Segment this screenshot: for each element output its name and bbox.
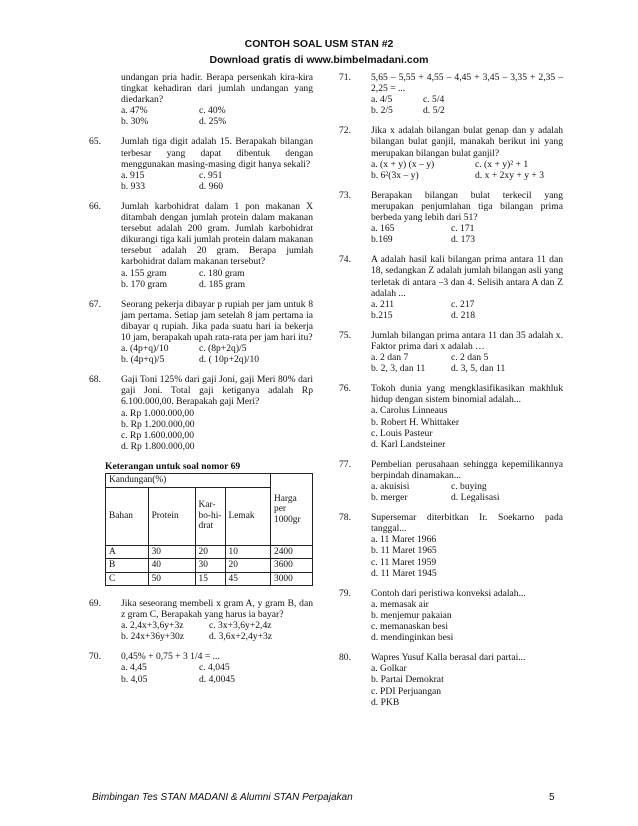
question-64-continuation <box>105 72 313 127</box>
answer-options <box>371 352 563 374</box>
question-79 <box>339 587 563 644</box>
answer-options <box>121 105 313 127</box>
option-b: b. merger <box>371 492 408 504</box>
table-header-protein: Protein <box>148 487 195 545</box>
question-number: 72. <box>339 125 351 137</box>
option-b: b.215 <box>371 309 393 321</box>
document-subtitle: Download gratis di www.bimbelmadani.com <box>209 54 429 66</box>
answer-options <box>121 620 313 642</box>
cell-bahan: A <box>106 545 149 559</box>
cell-harga: 3000 <box>271 572 313 586</box>
question-72 <box>339 125 563 181</box>
option-d: d. 173 <box>451 234 475 246</box>
question-text: Jumlah tiga digit adalah 15. Berapakah bilangan terbesar yang dapat dibentuk dengan menggunakan masing-masing digit hanya sekali? <box>121 136 313 170</box>
option-d: d. ( 10p+2q)/10 <box>199 354 260 366</box>
option-a: a. 2 dan 7 <box>371 352 409 364</box>
option-d: d. 960 <box>199 180 223 192</box>
question-71 <box>339 72 563 117</box>
option-d: d. 3, 5, dan 11 <box>451 363 506 375</box>
option-c: c. 11 Maret 1959 <box>371 556 437 568</box>
option-c: c. (8p+2q)/5 <box>199 343 247 355</box>
question-text: Jumlah karbohidrat dalam 1 pon makanan X ditambah dengan jumlah protein dalam makanan tersebut adalah 200 gram. Jumlah karbohidrat dikurangi tiga kali jumlah protein dalam makanan tersebut adalah 20 gram. Berapa jumlah karbohidrat dalam makanan tersebut? <box>121 200 313 268</box>
option-d: d. Legalisasi <box>451 492 500 504</box>
option-d: d. 5/2 <box>423 105 445 117</box>
cell-protein: 40 <box>148 559 195 573</box>
question-78 <box>339 512 563 579</box>
table-group-header: Kandungan(%) <box>106 474 271 488</box>
option-c: c. 4,045 <box>199 662 230 674</box>
option-b: b. 24x+36y+30z <box>121 631 185 643</box>
cell-bahan: C <box>106 572 149 586</box>
answer-options <box>121 268 313 290</box>
table-row <box>106 545 313 559</box>
right-column <box>339 72 563 717</box>
option-b: b. 933 <box>121 180 145 192</box>
question-number: 78. <box>339 512 351 524</box>
answer-options <box>371 299 563 321</box>
question-number: 66. <box>89 200 101 212</box>
question-text: Wapres Yusuf Kalla berasal dari partai... <box>371 652 526 664</box>
option-c: c. 40% <box>199 105 226 117</box>
option-c: c. memanaskan besi <box>371 621 448 633</box>
question-75 <box>339 329 563 375</box>
question-text: Supersemar diterbitkan Ir. Soekarno pada tanggal... <box>371 512 563 535</box>
option-d: d. PKB <box>371 696 400 708</box>
option-d: d. 218 <box>451 309 475 321</box>
question-text: Contoh dari peristiwa konveksi adalah... <box>371 587 526 599</box>
option-c: c. buying <box>451 481 487 492</box>
question-70 <box>89 651 313 685</box>
question-80 <box>339 652 563 708</box>
cell-karbohidrat: 30 <box>195 559 225 573</box>
table-row <box>106 559 313 573</box>
question-66 <box>89 200 313 290</box>
question-number: 73. <box>339 189 351 201</box>
option-b: b. Partai Demokrat <box>371 674 444 686</box>
option-d: d. 185 gram <box>199 278 246 290</box>
option-b: b. Robert H. Whittaker <box>371 416 460 428</box>
option-c: c. 2 dan 5 <box>451 352 489 364</box>
option-a: a. akuisisi <box>371 481 410 492</box>
option-b: b. menjemur pakaian <box>371 609 452 621</box>
question-number: 80. <box>339 652 351 664</box>
question-number: 74. <box>339 254 351 266</box>
option-a: a. Carolus Linneaus <box>371 405 448 417</box>
cell-protein: 30 <box>148 545 195 559</box>
option-b: b. Rp 1.200.000,00 <box>121 418 195 430</box>
answer-options <box>371 599 563 643</box>
option-b: b.169 <box>371 234 393 246</box>
option-a: a. 4/5 <box>371 94 393 106</box>
option-a: a. memasak air <box>371 598 429 610</box>
cell-karbohidrat: 15 <box>195 572 225 586</box>
question-number: 77. <box>339 458 351 470</box>
option-a: a. 47% <box>121 105 148 117</box>
option-c: c. 171 <box>451 223 475 235</box>
question-number: 79. <box>339 587 351 599</box>
question-text: undangan pria hadir. Berapa persenkah kira-kira tingkat kehadiran dari jumlah undangan yang diedarkan? <box>121 72 313 106</box>
option-d: d. mendinginkan besi <box>371 632 454 644</box>
option-d: d. Karl Landsteiner <box>371 438 446 450</box>
question-text: Gaji Toni 125% dari gaji Joni, gaji Meri 80% dari gaji Joni. Total gaji ketiganya adalah Rp 6.100.000,00. Berapakah gaji Meri? <box>121 374 313 408</box>
option-a: a. 2,4x+3,6y+3z <box>121 620 184 632</box>
answer-options <box>371 534 563 578</box>
question-text: 5,65 – 5,55 + 4,55 – 4,45 + 3,45 – 3,35 + 2,35 – 2,25 = ... <box>371 72 563 95</box>
question-number: 71. <box>339 72 351 83</box>
table-header-lemak: Lemak <box>225 487 270 545</box>
table-caption: Keterangan untuk soal nomor 69 <box>105 460 241 472</box>
question-number: 70. <box>89 651 101 663</box>
question-number: 68. <box>89 374 101 386</box>
option-b: b. 2, 3, dan 11 <box>371 363 426 375</box>
question-68 <box>89 374 313 452</box>
option-d: d. 25% <box>199 116 227 128</box>
option-c: c. PDI Perjuangan <box>371 685 442 697</box>
answer-options <box>371 663 563 707</box>
option-c: c. 951 <box>199 169 223 181</box>
cell-lemak: 20 <box>225 559 270 573</box>
question-65 <box>89 136 313 192</box>
nutrition-table <box>105 473 313 586</box>
answer-options <box>371 223 563 245</box>
answer-options <box>121 408 313 452</box>
option-a: a. 211 <box>371 298 395 310</box>
table-header-bahan: Bahan <box>106 487 149 545</box>
option-a: a. Golkar <box>371 663 407 675</box>
option-b: b. 30% <box>121 116 149 128</box>
option-a: a. (4p+q)/10 <box>121 343 169 355</box>
question-74 <box>339 254 563 321</box>
question-text: Jika seseorang membeli x gram A, y gram B, dan z gram C, Berapakah yang harus ia bayar? <box>121 598 313 621</box>
document-title: CONTOH SOAL USM STAN #2 <box>244 38 394 50</box>
option-b: b. 170 gram <box>121 278 168 290</box>
question-number: 67. <box>89 298 101 310</box>
option-c: c. Rp 1.600.000,00 <box>121 429 195 441</box>
question-text: Tokoh dunia yang mengklasifikasikan makhluk hidup dengan sistem binomial adalah... <box>371 383 563 406</box>
question-73 <box>339 189 563 246</box>
option-a: a. 155 gram <box>121 267 167 279</box>
option-a: a. 915 <box>121 169 145 181</box>
option-b: b. 4,05 <box>121 673 148 685</box>
option-a: a. 11 Maret 1966 <box>371 534 437 546</box>
question-76 <box>339 383 563 450</box>
left-column <box>89 72 313 694</box>
question-number: 76. <box>339 383 351 395</box>
answer-options <box>121 662 313 684</box>
answer-options <box>121 343 313 365</box>
footer-text: Bimbingan Tes STAN MADANI & Alumni STAN Perpajakan <box>92 792 353 803</box>
question-77 <box>339 458 563 504</box>
option-c: c. 217 <box>451 298 475 310</box>
question-number: 65. <box>89 136 101 148</box>
table-header-harga: Harga per 1000gr <box>271 474 313 546</box>
question-number: 75. <box>339 329 351 341</box>
option-d: d. 4,0045 <box>199 673 235 685</box>
answer-options <box>371 94 563 116</box>
question-text: Jumlah bilangan prima antara 11 dan 35 adalah x. Faktor prima dari x adalah … <box>371 329 563 352</box>
cell-karbohidrat: 20 <box>195 545 225 559</box>
question-text: Seorang pekerja dibayar p rupiah per jam untuk 8 jam pertama. Setiap jam setelah 8 jam pertama ia dibayar q rupiah. Jika pada suatu hari ia bekerja 10 jam, berapakah upah rata-rata per jam hari itu? <box>121 298 313 343</box>
option-c: c. 180 gram <box>199 267 245 279</box>
cell-bahan: B <box>106 559 149 573</box>
cell-lemak: 45 <box>225 572 270 586</box>
option-b: b. 2/5 <box>371 105 393 117</box>
question-67 <box>89 298 313 366</box>
answer-options <box>371 481 563 503</box>
option-c: c. (x + y)² + 1 <box>475 158 529 170</box>
option-a: a. Rp 1.000.000,00 <box>121 407 195 419</box>
option-d: d. x + 2xy + y + 3 <box>475 169 544 181</box>
question-text: Jika x adalah bilangan bulat genap dan y adalah bilangan bulat ganjil, manakah berikut ini yang merupakan bilangan bulat ganjil? <box>371 125 563 159</box>
answer-options <box>121 170 313 192</box>
cell-lemak: 10 <box>225 545 270 559</box>
table-row <box>106 572 313 586</box>
option-c: c. 3x+3,6y+2,4z <box>209 620 272 632</box>
option-a: a. 4,45 <box>121 662 147 674</box>
question-text: A adalah hasil kali bilangan prima antara 11 dan 18, sedangkan Z adalah jumlah bilangan asli yang terletak di antara –3 dan 4. Selisih antara A dan Z adalah ... <box>371 254 563 299</box>
question-69 <box>89 598 313 643</box>
cell-harga: 2400 <box>271 545 313 559</box>
cell-harga: 3600 <box>271 559 313 573</box>
option-c: c. 5/4 <box>423 94 445 106</box>
option-d: d. 11 Maret 1945 <box>371 567 437 579</box>
option-a: a. 165 <box>371 223 395 235</box>
question-text: 0,45% + 0,75 + 3 1/4 = ... <box>121 651 220 663</box>
option-d: d. Rp 1.800.000,00 <box>121 440 195 452</box>
table-header-karbohidrat: Kar-bo-hi-drat <box>195 487 225 545</box>
answer-options <box>371 405 563 449</box>
cell-protein: 50 <box>148 572 195 586</box>
option-b: b. (4p+q)/5 <box>121 354 165 366</box>
answer-options <box>371 159 563 181</box>
option-d: d. 3,6x+2,4y+3z <box>209 631 273 643</box>
page-number: 5 <box>549 792 555 803</box>
option-a: a. (x + y) (x – y) <box>371 158 435 170</box>
question-text: Berapakan bilangan bulat terkecil yang merupakan penjumlahan tiga bilangan prima berbeda yang lebih dari 51? <box>371 189 563 224</box>
question-text: Pembelian perusahaan sehingga kepemilikannya berpindah dinamakan... <box>371 458 563 481</box>
option-b: b. 6²(3x – y) <box>371 169 419 181</box>
option-c: c. Louis Pasteur <box>371 427 433 439</box>
question-number: 69. <box>89 598 101 609</box>
option-b: b. 11 Maret 1965 <box>371 545 437 557</box>
